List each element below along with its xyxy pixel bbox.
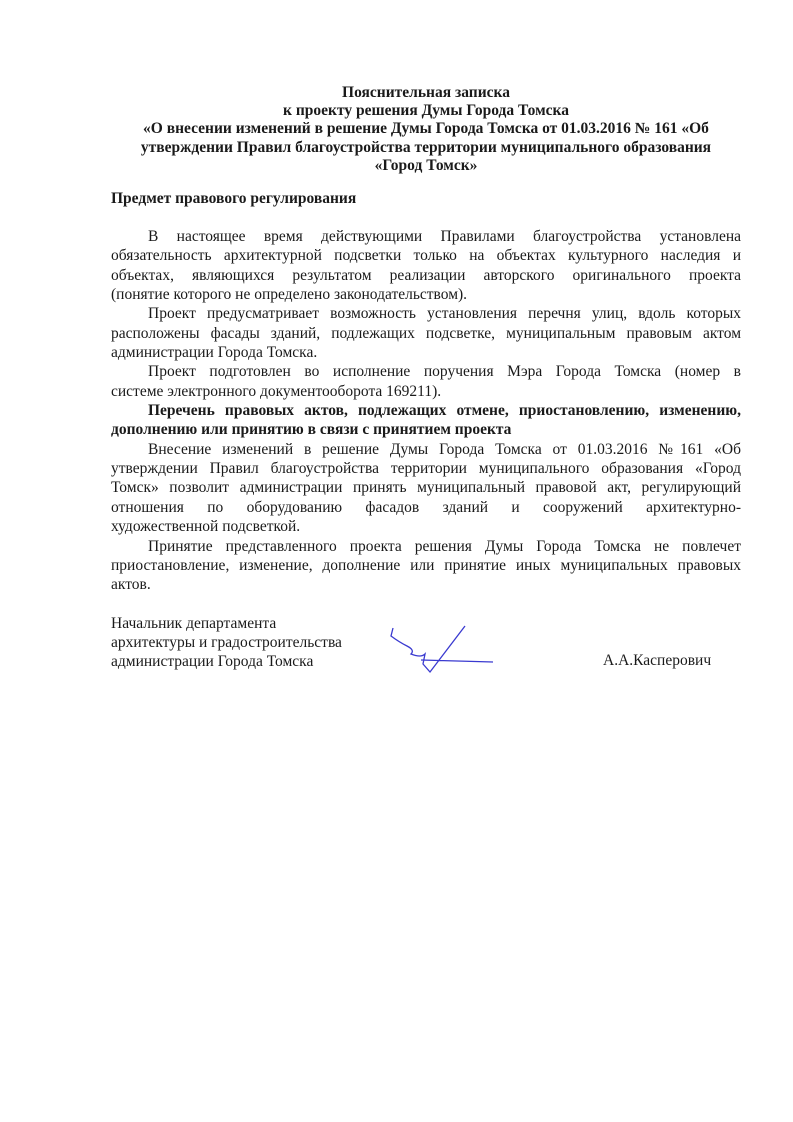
paragraph-line: дополнению или принятию в связи с принятием проекта — [111, 421, 512, 439]
paragraph — [111, 227, 741, 304]
paragraph-line: (понятие которого не определено законодательством). — [111, 286, 468, 304]
position-line: архитектуры и градостроительства — [111, 634, 342, 651]
paragraph-line: художественной подсветкой. — [111, 518, 301, 536]
handwritten-signature — [385, 620, 500, 675]
paragraph-line: Перечень правовых актов, подлежащих отмене, приостановлению, изменению, — [148, 402, 741, 420]
paragraph-line: актов. — [111, 576, 151, 594]
document-title — [100, 84, 752, 175]
subject-heading: Предмет правового регулирования — [111, 190, 357, 207]
paragraph-line: Проект подготовлен во исполнение поручения Мэра Города Томска (номер в — [148, 363, 741, 381]
paragraph-line: В настоящее время действующими Правилами благоустройства установлена — [148, 228, 741, 245]
position-line: Начальник департамента — [111, 615, 277, 632]
paragraph-line: администрации Города Томска. — [111, 344, 318, 362]
paragraph-line: обязательность архитектурной подсветки только на объектах культурного наследия и — [111, 247, 741, 265]
paragraph — [111, 362, 741, 401]
paragraph-line: Проект предусматривает возможность установления перечня улиц, вдоль которых — [148, 305, 741, 323]
paragraph-line: Принятие представленного проекта решения Думы Города Томска не повлечет — [148, 537, 741, 555]
paragraph-line: утверждении Правил благоустройства территории муниципального образования «Город — [111, 460, 741, 478]
title-line: к проекту решения Думы Города Томска — [283, 102, 569, 120]
title-line: утверждении Правил благоустройства территории муниципального образования — [140, 138, 712, 156]
paragraph-line: Томск» позволит администрации принять муниципальный правовой акт, регулирующий — [111, 479, 741, 497]
paragraph-line: объектах, являющихся результатом реализации авторского оригинального проекта — [111, 266, 741, 284]
paragraph-line: отношения по оборудованию фасадов зданий и сооружений архитектурно- — [111, 498, 741, 516]
paragraph-line: Внесение изменений в решение Думы Города Томска от 01.03.2016 №161 «Об — [148, 440, 741, 458]
paragraph — [111, 401, 741, 440]
position-line: администрации Города Томска — [111, 653, 314, 670]
document-body — [111, 227, 741, 595]
paragraph-line: расположены фасады зданий, подлежащих подсветке, муниципальным правовым актом — [111, 324, 741, 342]
title-line: Пояснительная записка — [342, 84, 510, 101]
paragraph — [111, 440, 741, 537]
paragraph-line: системе электронного документооборота 169211). — [111, 382, 442, 400]
paragraph-line: приостановление, изменение, дополнение или принятие иных муниципальных правовых — [111, 556, 741, 574]
paragraph — [111, 537, 741, 595]
title-line: «О внесении изменений в решение Думы Города Томска от 01.03.2016 № 161 «Об — [143, 120, 709, 138]
paragraph — [111, 304, 741, 362]
signature-position — [111, 614, 342, 671]
signatory-name: А.А.Касперович — [603, 652, 712, 669]
title-line: «Город Томск» — [374, 156, 478, 174]
